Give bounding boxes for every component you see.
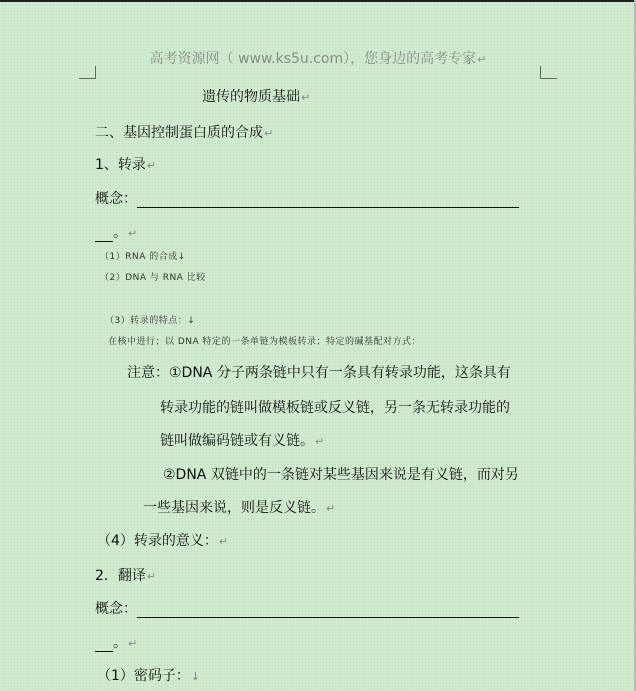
list-item: （4）转录的意义：↵ [97, 533, 229, 549]
arrow-mark-icon: ↓ [190, 670, 201, 683]
note-line: 转录功能的链叫做模板链或反义链，另一条无转录功能的 [160, 400, 510, 416]
paragraph-mark-icon: ↵ [477, 53, 487, 66]
note-line: ②DNA 双链中的一条链对某些基因来说是有义链，而对另 [163, 467, 519, 483]
answer-blank[interactable] [137, 602, 519, 618]
paragraph-mark-icon: ↵ [315, 435, 325, 448]
note-line: 一些基因来说，则是反义链。↵ [143, 500, 336, 516]
header-text: 高考资源网（ www.ks5u.com），您身边的高考专家 [149, 51, 477, 67]
answer-blank[interactable] [137, 192, 519, 208]
section-heading: 二、基因控制蛋白质的合成↵ [95, 125, 274, 141]
note-line: 链叫做编码链或有义链。↵ [160, 433, 325, 449]
answer-blank[interactable] [95, 636, 113, 652]
concept-continuation: 。↵ [95, 222, 137, 242]
arrow-mark-icon: ↓ [177, 252, 186, 262]
concept-label: 概念： [95, 601, 137, 617]
list-item: （2）DNA 与 RNA 比较 [100, 273, 206, 283]
concept-row [95, 188, 519, 208]
paragraph-mark-icon: ↵ [218, 535, 229, 548]
transcription-heading: 1、转录↵ [95, 157, 157, 173]
paragraph-mark-icon: ↵ [128, 227, 138, 240]
list-item: （1）密码子：↓ [97, 668, 201, 684]
translation-heading: 2．翻译↵ [95, 568, 157, 584]
margin-corner-left-icon [79, 66, 96, 79]
paragraph-mark-icon: ↵ [326, 502, 336, 515]
margin-corner-right-icon [540, 66, 557, 79]
answer-blank[interactable] [95, 226, 113, 242]
concept-row [95, 598, 519, 618]
list-item-detail: 在核中进行；以 DNA 特定的一条单链为模板转录；特定的碱基配对方式： [108, 337, 422, 347]
arrow-mark-icon: ↓ [187, 316, 196, 326]
note-label: 注意： [127, 365, 169, 381]
paragraph-mark-icon: ↵ [146, 570, 157, 583]
note-line: 注意：①DNA 分子两条链中只有一条具有转录功能，这条具有 [127, 365, 511, 381]
paragraph-mark-icon: ↵ [128, 637, 138, 650]
paragraph-mark-icon: ↵ [264, 127, 274, 140]
concept-label: 概念： [95, 191, 137, 207]
document-title: 遗传的物质基础↵ [202, 89, 311, 105]
window-top-border [0, 0, 636, 2]
paragraph-mark-icon: ↵ [301, 91, 311, 104]
paragraph-mark-icon: ↵ [146, 159, 157, 172]
concept-continuation: 。↵ [95, 632, 137, 652]
list-item: （3）转录的特点：↓ [105, 316, 196, 326]
page-header [0, 48, 636, 68]
list-item: （1）RNA 的合成↓ [100, 252, 186, 262]
